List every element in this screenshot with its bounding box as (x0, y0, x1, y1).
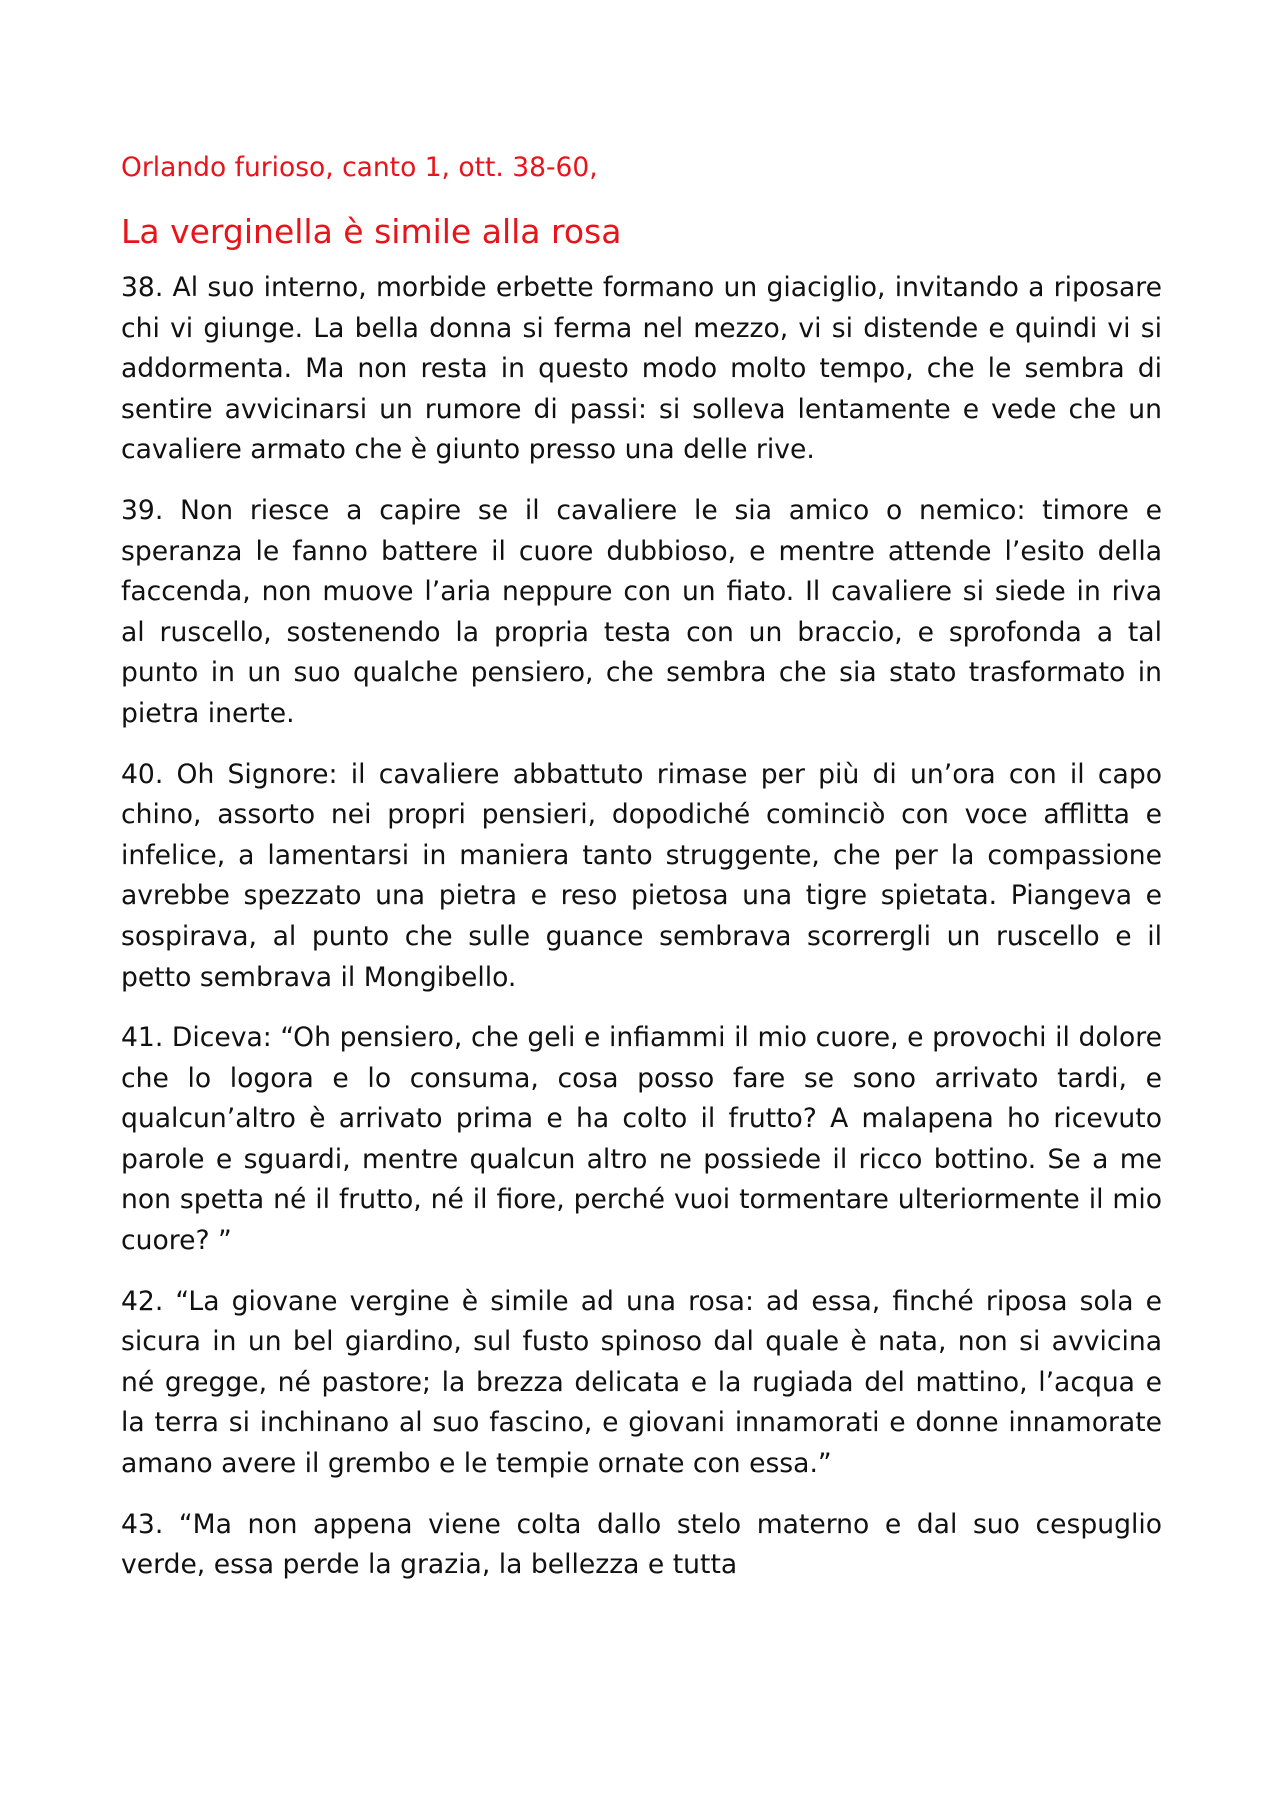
paragraph-42: 42. “La giovane vergine è simile ad una rosa: ad essa, finché riposa sola e sicura in un bel giardino, sul fusto spinoso dal quale è nata, non si avvicina né gregge, né pastore; la brezza delicata e la rugiada del mattino, l’acqua e la terra si inchinano al suo fascino, e giovani innamorati e donne innamorate amano avere il grembo e le tempie ornate con essa.” (121, 1285, 1162, 1480)
document-title: La verginella è simile alla rosa (121, 212, 622, 251)
paragraph-39: 39. Non riesce a capire se il cavaliere le sia amico o nemico: timore e speranza le fanno battere il cuore dubbioso, e mentre attende l’esito della faccenda, non muove l’aria neppure con un fiato. Il cavaliere si siede in riva al ruscello, sostenendo la propria testa con un braccio, e sprofonda a tal punto in un suo qualche pensiero, che sembra che sia stato trasformato in pietra inerte. (121, 494, 1162, 729)
paragraph-40: 40. Oh Signore: il cavaliere abbattuto rimase per più di un’ora con il capo chino, assorto nei propri pensieri, dopodiché cominciò con voce afflitta e infelice, a lamentarsi in maniera tanto struggente, che per la compassione avrebbe spezzato una pietra e reso pietosa una tigre spietata. Piangeva e sospirava, al punto che sulle guance sembrava scorrergli un ruscello e il petto sembrava il Mongibello. (121, 758, 1162, 993)
paragraph-38: 38. Al suo interno, morbide erbette formano un giaciglio, invitando a riposare chi vi giunge. La bella donna si ferma nel mezzo, vi si distende e quindi vi si addormenta. Ma non resta in questo modo molto tempo, che le sembra di sentire avvicinarsi un rumore di passi: si solleva lentamente e vede che un cavaliere armato che è giunto presso una delle rive. (121, 272, 1162, 466)
paragraph-41: 41. Diceva: “Oh pensiero, che geli e infiammi il mio cuore, e provochi il dolore che lo logora e lo consuma, cosa posso fare se sono arrivato tardi, e qualcun’altro è arrivato prima e ha colto il frutto? A malapena ho ricevuto parole e sguardi, mentre qualcun altro ne possiede il ricco bottino. Se a me non spetta né il frutto, né il fiore, perché vuoi tormentare ulteriormente il mio cuore? ” (121, 1022, 1162, 1257)
document-body (121, 146, 1162, 1586)
paragraph-43: 43. “Ma non appena viene colta dallo stelo materno e dal suo cespuglio verde, essa perde la grazia, la bellezza e tutta (121, 1508, 1162, 1581)
document-subtitle: Orlando furioso, canto 1, ott. 38-60, (121, 152, 598, 183)
